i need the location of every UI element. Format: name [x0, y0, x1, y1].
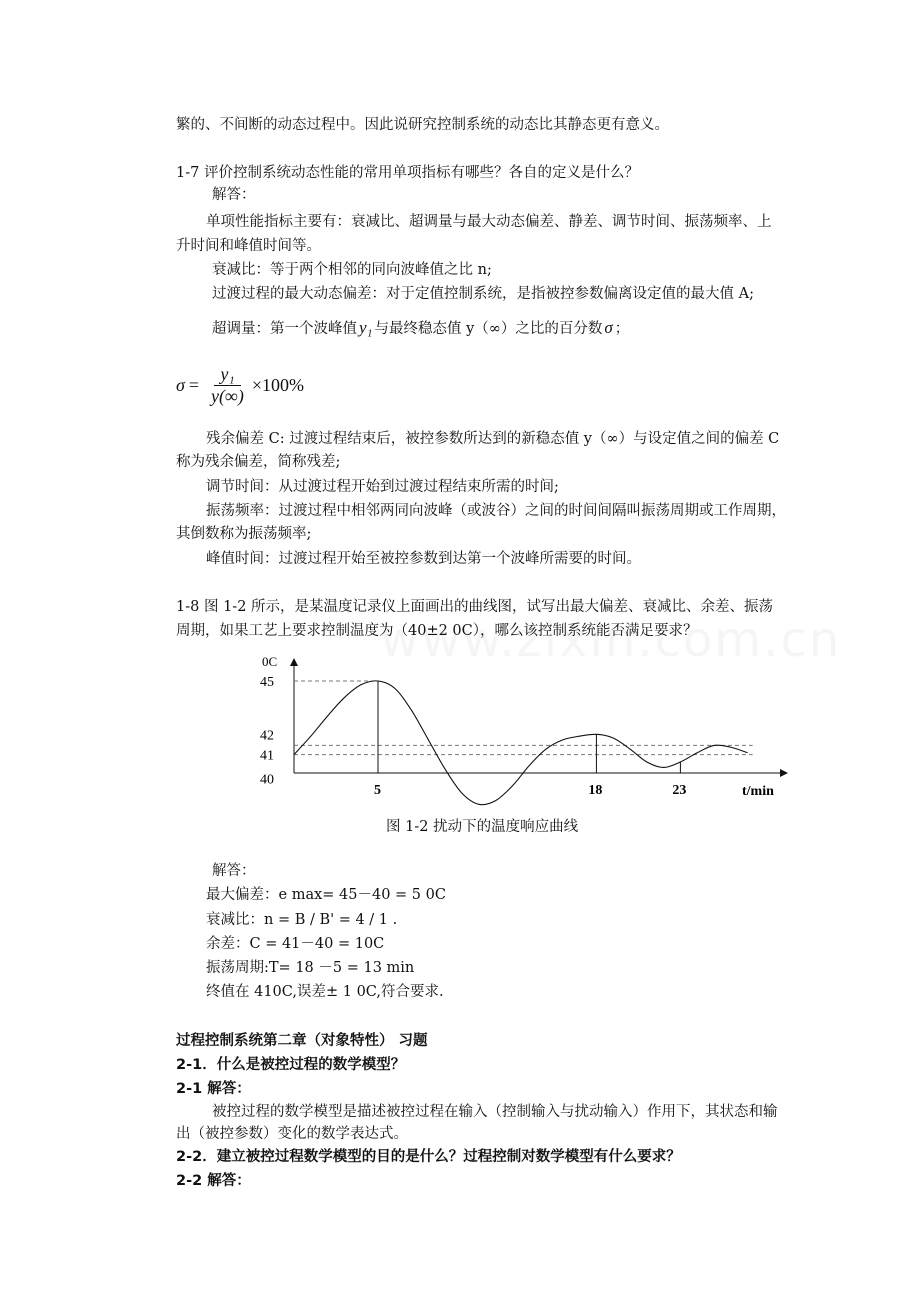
- y-tick-label: 45: [260, 675, 274, 690]
- text-segment: 超调量：第一个波峰值: [212, 321, 357, 337]
- text-line: 最大偏差：e max= 45－40 = 5 0C: [206, 887, 446, 903]
- sigma-symbol: σ: [604, 318, 613, 337]
- text-line: 称为残余偏差，简称残差;: [176, 454, 341, 470]
- text-line: 振荡频率：过渡过程中相邻两同向波峰（或波谷）之间的时间间隔叫振荡周期或工作周期，: [206, 503, 786, 519]
- text-segment: ；: [614, 321, 630, 337]
- formula-times: ×100%: [251, 375, 305, 395]
- text-line: 振荡周期:T= 18 －5 = 13 min: [206, 960, 415, 976]
- text-line: 峰值时间：过渡过程开始至被控参数到达第一个波峰所需要的时间。: [206, 551, 641, 567]
- question-1-7: 1-7 评价控制系统动态性能的常用单项指标有哪些？各自的定义是什么？: [176, 165, 639, 181]
- chapter-heading: 过程控制系统第二章（对象特性） 习题: [176, 1033, 428, 1049]
- text-line: 繁的、不间断的动态过程中。因此说研究控制系统的动态比其静态更有意义。: [176, 117, 669, 133]
- y-tick-label: 41: [260, 748, 274, 764]
- figure-caption: 图 1-2 扰动下的温度响应曲线: [386, 819, 579, 835]
- overshoot-definition: [212, 319, 629, 338]
- text-line: 终值在 410C,误差± 1 0C,符合要求.: [206, 984, 444, 1000]
- temperature-response-chart: [250, 650, 810, 810]
- text-line: 其倒数称为振荡频率;: [176, 526, 312, 542]
- y1-symbol: y₁: [359, 318, 373, 337]
- formula-eq: =: [188, 375, 200, 395]
- text-line: 周期，如果工艺上要求控制温度为（40±2 0C），哪么该控制系统能否满足要求？: [176, 623, 698, 639]
- text-line: 衰减比：n = B / B' = 4 / 1 .: [206, 912, 398, 928]
- formula-numerator: y₁: [214, 364, 240, 386]
- y-axis-unit: 0C: [262, 654, 278, 669]
- text-line: 余差：C = 41－40 = 10C: [206, 936, 385, 952]
- text-segment: 与最终稳态值 y（∞）之比的百分数: [374, 321, 603, 337]
- answer-label: 解答：: [212, 863, 256, 879]
- text-line: 衰减比：等于两个相邻的同向波峰值之比 n;: [212, 262, 492, 278]
- formula-lhs: σ: [176, 375, 185, 395]
- text-line: 被控过程的数学模型是描述被控过程在输入（控制输入与扰动输入）作用下，其状态和输: [212, 1104, 778, 1120]
- x-axis-arrow: [780, 769, 788, 777]
- text-line: 出（被控参数）变化的数学表达式。: [176, 1126, 408, 1142]
- formula-fraction: [207, 364, 248, 407]
- overshoot-formula: [176, 364, 304, 407]
- answer-label: 2-2 解答：: [176, 1173, 251, 1189]
- x-axis-label: t/min: [742, 784, 774, 799]
- question-2-2: 2-2．建立被控过程数学模型的目的是什么？过程控制对数学模型有什么要求？: [176, 1149, 681, 1165]
- question-2-1: 2-1．什么是被控过程的数学模型？: [176, 1057, 406, 1073]
- x-tick-label: 23: [672, 783, 687, 798]
- text-line: 过渡过程的最大动态偏差：对于定值控制系统，是指被控参数偏离设定值的最大值 A;: [212, 286, 754, 302]
- text-line: 单项性能指标主要有：衰减比、超调量与最大动态偏差、静差、调节时间、振荡频率、上: [206, 214, 772, 230]
- formula-denominator: y(∞): [211, 386, 244, 406]
- y-tick-label: 40: [260, 772, 274, 788]
- text-line: 残余偏差 C: 过渡过程结束后，被控参数所达到的新稳态值 y（∞）与设定值之间的偏差 C: [206, 431, 780, 447]
- x-tick-label: 18: [588, 783, 603, 798]
- text-line: 调节时间：从过渡过程开始到过渡过程结束所需的时间;: [206, 479, 559, 495]
- answer-label: 2-1 解答：: [176, 1081, 251, 1097]
- x-tick-label: 5: [374, 783, 381, 798]
- y-axis-arrow: [290, 658, 298, 666]
- text-line: 升时间和峰值时间等。: [176, 238, 321, 254]
- y-tick-label: 42: [260, 728, 274, 744]
- answer-label: 解答：: [212, 187, 256, 203]
- question-1-8: 1-8 图 1-2 所示，是某温度记录仪上面画出的曲线图，试写出最大偏差、衰减比、余差、振荡: [176, 599, 774, 615]
